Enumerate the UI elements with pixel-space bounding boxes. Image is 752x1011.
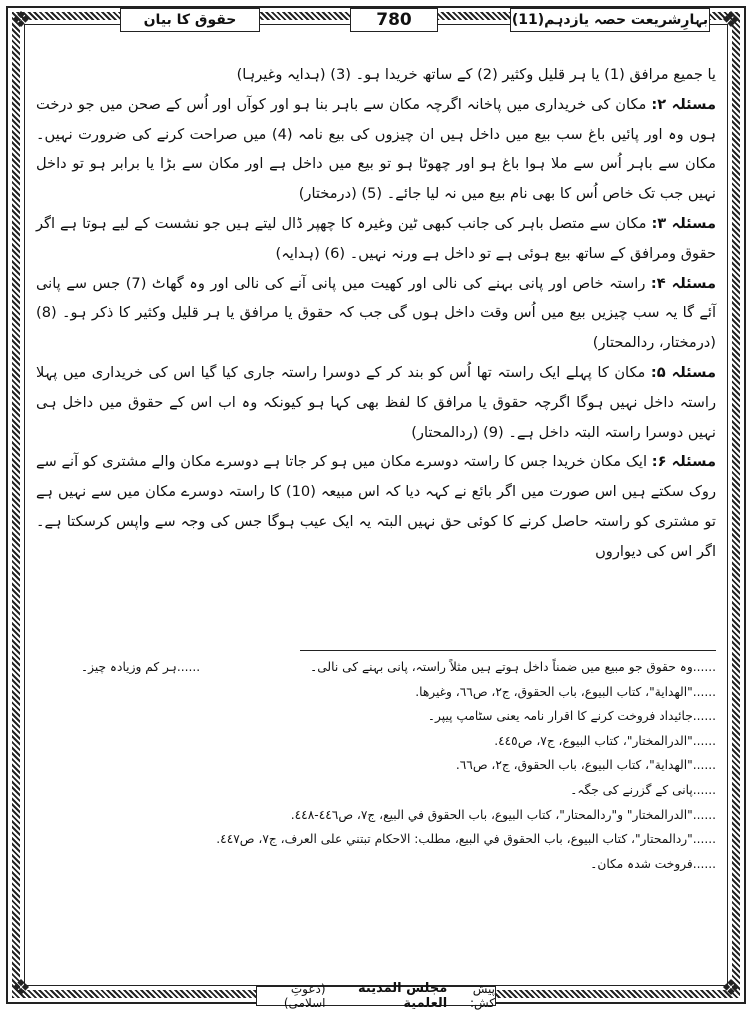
masla-label: مسئلہ ۳: [651,214,717,232]
corner-ornament-icon: ❖ [721,8,741,33]
masla-text: ایک مکان خریدا جس کا راستہ دوسرے مکان میں ہو کر جاتا ہے دوسرے مکان والے مشتری کو آنے سے روک سکتے ہیں اس صورت میں اگر بائع نے کہہ دیا کہ اس مبیعہ (10) کا راستہ دوسرے مکان میں سے نہیں ہے تو مشتری کو راستہ حاصل کرنے کا کوئی حق نہیں البتہ یہ ایک عیب ہوگا جس کی وجہ سے واپس کرسکتا ہے۔ اگر اس کی دیواروں [36,453,716,560]
corner-ornament-icon: ❖ [721,976,741,1001]
corner-ornament-icon: ❖ [11,8,31,33]
footnote-row [36,655,716,680]
masla-paragraph [36,358,716,447]
masla-text: راستہ خاص اور پانی بہنے کی نالی اور کھیت میں پانی آنے کی نالی اور وہ گھاٹ (7) جس سے پانی آئے گا یہ سب چیزیں بیع میں اُس وقت داخل ہوں گی جب کہ حقوق یا مرافق یا ہر قلیل وکثیر کا ذکر ہو۔ (8) (درمختار، ردالمحتار) [36,274,716,352]
masla-paragraph [36,209,716,269]
page-header [30,4,722,34]
masla-label: مسئلہ ۴: [650,274,716,292]
corner-ornament-icon: ❖ [11,976,31,1001]
masla-label: مسئلہ ۶: [651,453,716,471]
masla-paragraph [36,447,716,566]
masla-label: مسئلہ ۲: [651,95,717,113]
page-footer [256,981,496,1011]
footnote: ......"الدرالمختار"، كتاب البيوع، ج٧، ص٤٤٥. [494,733,716,748]
masla-paragraph [36,269,716,358]
main-text [36,60,716,567]
footnote: ......جائیداد فروخت کرنے کا اقرار نامہ یعنی سٹامپ پیپر۔ [427,709,716,724]
footnote: ......"الدرالمختار" و"ردالمحتار"، كتاب البيوع، باب الحقوق في البيع، ج٧، ص٤٤٦-٤٤٨. [290,807,716,822]
intro-line: یا جمیع مرافق (1) یا ہر قلیل وکثیر (2) کے ساتھ خریدا ہو۔ (3) (ہدایہ وغیرہا) [236,66,716,83]
footer-suffix: (دعوتِ اسلامی) [283,982,326,1010]
footnote: ......ہر کم وزیادہ چیز۔ [80,660,201,674]
footnote: ......"الهداية"، كتاب البيوع، باب الحقوق، ج٢، ص٦٦. [455,758,716,773]
masla-text: مکان کی خریداری میں پاخانہ اگرچہ مکان سے باہر بنا ہو اور کوآں اور اُس کے صحن میں جو درخت ہوں وہ اور پائیں باغ سب بیع میں داخل ہیں ان چیزوں کی بیع نامہ (4) میں صراحت کرنے کی ضرورت نہیں۔ مکان سے باہر اُس سے ملا ہوا باغ ہو اور چھوٹا ہو تو بیع میں داخل ہے اور مکان سے بڑا یا برابر ہو تو داخل نہیں جب تک خاص اُس کا بھی نام بیع میں نہ لیا جائے۔ (5) (درمختار) [36,95,716,203]
chapter-title: حقوق کا بیان [120,8,260,32]
footnote: ......وہ حقوق جو مبیع میں ضمناً داخل ہوتے ہیں مثلاً راستہ، پانی بہنے کی نالی۔ [310,660,716,674]
footnote: ......"ردالمحتار"، كتاب البيوع، باب الحقوق في البيع، مطلب: الاحكام تبتني على العرف، ج٧، ص٤٤٧. [216,832,716,847]
masla-label: مسئلہ ۵: [650,363,716,381]
masla-paragraph [36,90,716,209]
footnote-separator [300,650,716,651]
footnote: ......فروخت شدہ مکان۔ [590,856,716,871]
page-number: 780 [350,8,438,32]
footnotes [36,655,716,876]
masla-text: مکان کا پہلے ایک راستہ تھا اُس کو بند کر کے دوسرا راستہ جاری کیا گیا اس کی خریداری میں پہلا راستہ داخل نہیں ہوگا اگرچہ حقوق یا مرافق کا لفظ بھی کہا ہو کیونکہ وہ اب اس کے حقوق میں داخل ہی نہیں دوسرا راستہ البتہ داخل ہے۔ (9) (ردالمحتار) [36,363,716,441]
footnote: ......پانی کے گزرنے کی جگہ۔ [570,782,716,797]
book-title: بہارِشریعت حصہ یازدہم(11) [510,8,710,32]
footnote: ......"الهداية"، كتاب البيوع، باب الحقوق، ج٢، ص٦٦، وغيرها. [415,684,716,699]
publisher-name: مجلس المدينة العلمية [358,981,448,1011]
footer-prefix: پیش کش: [469,982,495,1010]
masla-text: مکان سے متصل باہر کی جانب کبھی ٹین وغیرہ کا چھپر ڈال لیتے ہیں جو نشست کے لیے ہوتا ہے اگر حقوق ومرافق کے ساتھ بیع ہوئی ہے تو داخل ہے ورنہ نہیں۔ (6) (ہدایہ) [36,214,716,262]
